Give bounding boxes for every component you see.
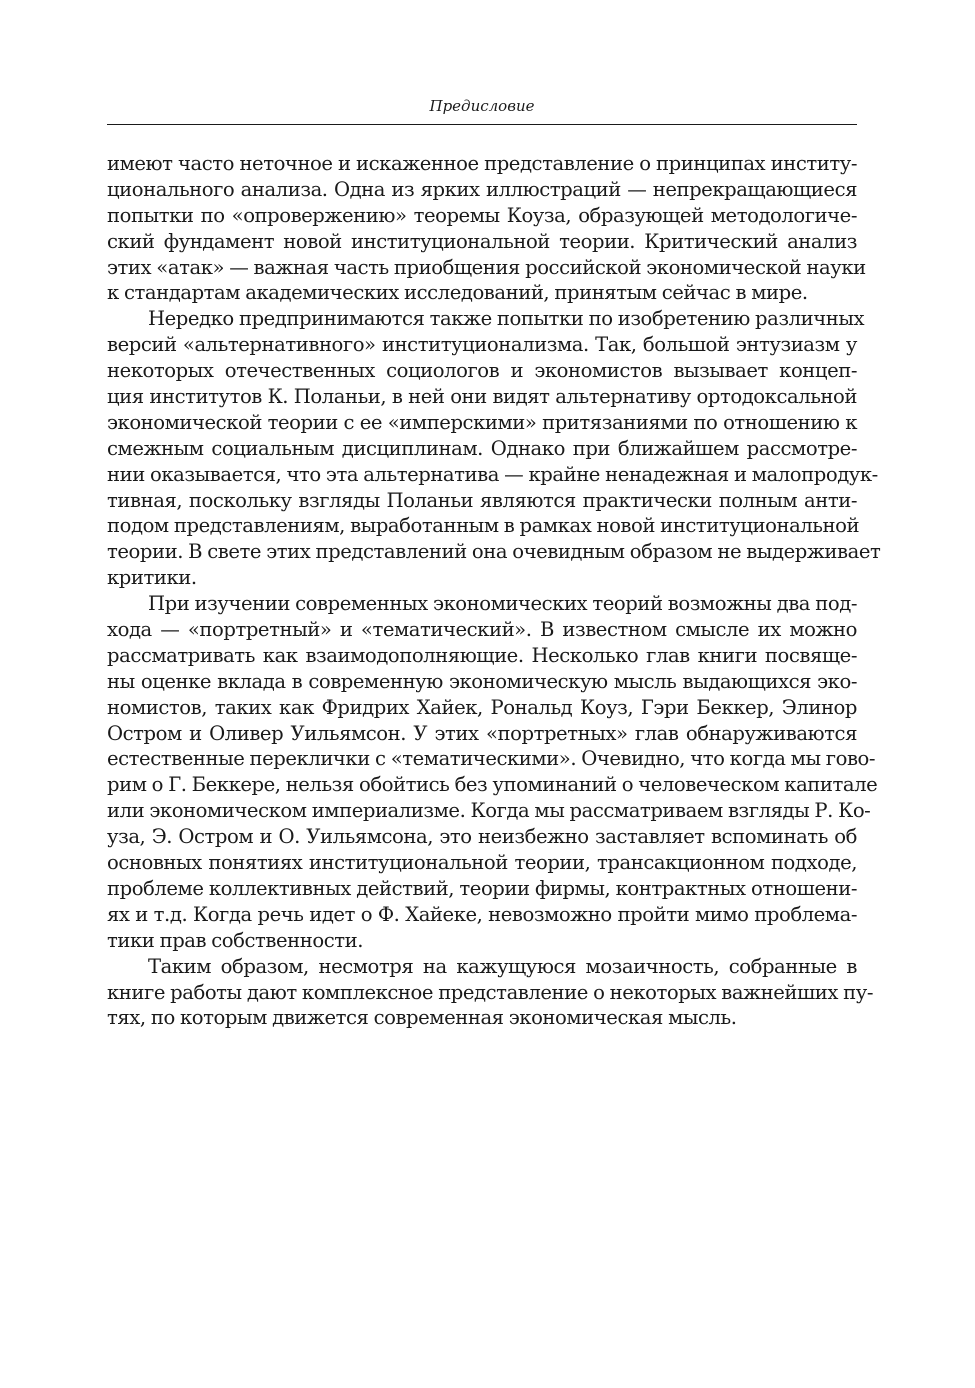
header-rule [107,124,857,125]
text-line: версий «альтернативного» институционализма. Так, большой энтузиазм у [107,333,857,357]
paragraph-4 [107,954,874,1032]
text-line: попытки по «опровержению» теоремы Коуза, образующей методологиче- [107,203,857,227]
text-line: нии оказывается, что эта альтернатива — крайне ненадежная и малопродук- [107,462,878,486]
text-line: ский фундамент новой институциональной теории. Критический анализ [107,229,857,253]
text-line: теории. В свете этих представлений она очевидным образом не выдерживает [107,540,881,564]
text-line: имеют часто неточное и искаженное представление о принципах институ- [107,152,857,175]
text-line: Остром и Оливер Уильямсон. У этих «портретных» глав обнаруживаются [107,721,857,745]
paragraph-2 [107,306,881,591]
text-line: книге работы дают комплексное представление о некоторых важнейших пу- [107,980,874,1004]
text-line: проблеме коллективных действий, теории фирмы, контрактных отношени- [107,876,857,900]
text-line: этих «атак» — важная часть приобщения российской экономической науки [107,255,866,279]
text-line: тики прав собственности. [107,928,363,952]
paragraph-1 [107,151,866,306]
text-line: номистов, таких как Фридрих Хайек, Рональд Коуз, Гэри Беккер, Элинор [107,695,857,719]
text-line: уза, Э. Остром и О. Уильямсона, это неизбежно заставляет вспоминать об [107,825,857,849]
text-line: ция институтов К. Поланьи, в ней они видят альтернативу ортодоксальной [107,385,857,409]
text-line: критики. [107,566,197,590]
text-line: ях и т.д. Когда речь идет о Ф. Хайеке, невозможно пройти мимо проблема- [107,902,857,926]
body-text [107,151,881,1031]
text-line: Нередко предпринимаются также попытки по изобретению различных [148,307,865,331]
paragraph-3 [107,591,878,953]
text-line: экономической теории с ее «имперскими» притязаниями по отношению к [107,410,857,434]
text-line: естественные переклички с «тематическими». Очевидно, что когда мы гово- [107,747,876,771]
text-line: подом представлениям, выработанным в рамках новой институциональной [107,514,860,538]
text-line: основных понятиях институциональной теории, трансакционном подходе, [107,851,857,875]
text-line: ны оценке вклада в современную экономическую мысль выдающихся эко- [107,669,857,693]
text-line: к стандартам академических исследований, принятым сейчас в мире. [107,281,808,305]
text-line: При изучении современных экономических теорий возможны два под- [148,592,857,616]
text-line: или экономическом империализме. Когда мы рассматриваем взгляды Р. Ко- [107,799,871,823]
running-header: Предисловие [429,97,535,115]
text-line: тях, по которым движется современная экономическая мысль. [107,1006,737,1030]
text-line: хода — «портретный» и «тематический». В известном смысле их можно [107,618,857,642]
text-line: смежным социальным дисциплинам. Однако при ближайшем рассмотре- [107,436,857,460]
text-line: рим о Г. Беккере, нельзя обойтись без упоминаний о человеческом капитале [107,773,878,797]
text-line: рассматривать как взаимодополняющие. Несколько глав книги посвяще- [107,643,857,667]
text-line: тивная, поскольку взгляды Поланьи являются практически полным анти- [107,488,857,512]
text-line: некоторых отечественных социологов и экономистов вызывает концеп- [107,359,857,383]
text-line: Таким образом, несмотря на кажущуюся мозаичность, собранные в [148,954,857,978]
text-line: ционального анализа. Одна из ярких иллюстраций — непрекращающиеся [107,177,857,201]
